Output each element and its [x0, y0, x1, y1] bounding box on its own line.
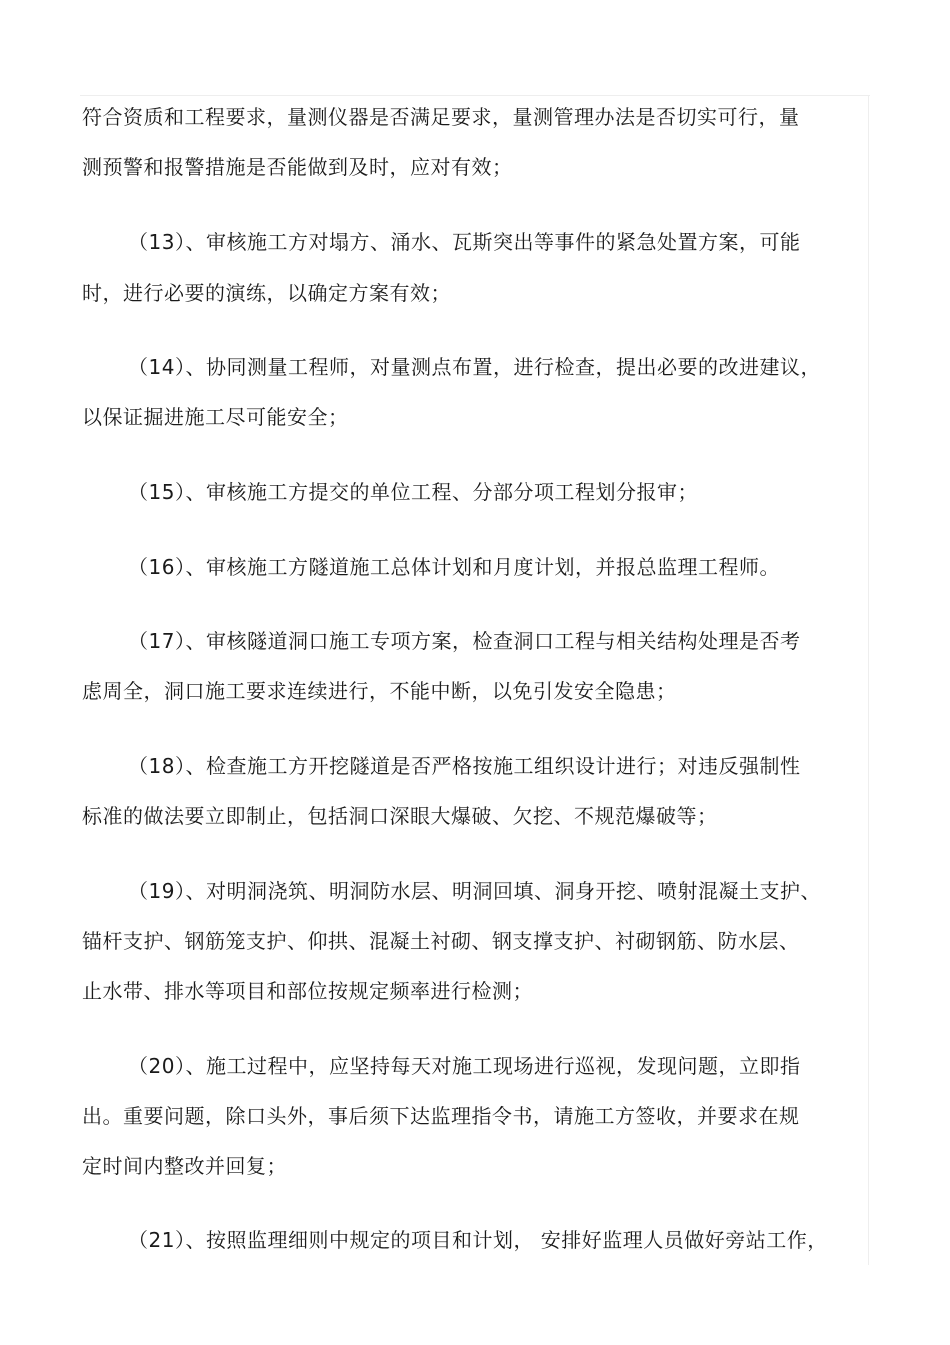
- text-line: 定时间内整改并回复；: [82, 1154, 287, 1178]
- text-line: 测预警和报警措施是否能做到及时，应对有效；: [82, 155, 513, 179]
- paragraph-17-line: （17）、审核隧道洞口施工专项方案，检查洞口工程与相关结构处理是否考: [128, 629, 801, 653]
- paragraph-21-line: （21）、按照监理细则中规定的项目和计划， 安排好监理人员做好旁站工作，: [128, 1228, 828, 1252]
- paragraph-13-line: （13）、审核施工方对塌方、涌水、瓦斯突出等事件的紧急处置方案，可能: [128, 230, 801, 254]
- page-top-border: [80, 95, 870, 96]
- text-line: 虑周全，洞口施工要求连续进行，不能中断，以免引发安全隐患；: [82, 679, 677, 703]
- text-line: 止水带、排水等项目和部位按规定频率进行检测；: [82, 979, 533, 1003]
- text-line: 以保证掘进施工尽可能安全；: [82, 405, 349, 429]
- text-line: 符合资质和工程要求，量测仪器是否满足要求，量测管理办法是否切实可行，量: [82, 105, 800, 129]
- text-line: 时，进行必要的演练，以确定方案有效；: [82, 281, 451, 305]
- text-line: 标准的做法要立即制止，包括洞口深眼大爆破、欠挖、不规范爆破等；: [82, 804, 718, 828]
- text-line: 出。重要问题，除口头外，事后须下达监理指令书，请施工方签收，并要求在规: [82, 1104, 800, 1128]
- paragraph-20-line: （20）、施工过程中，应坚持每天对施工现场进行巡视，发现问题，立即指: [128, 1054, 801, 1078]
- paragraph-19-line: （19）、对明洞浇筑、明洞防水层、明洞回填、洞身开挖、喷射混凝土支护、: [128, 879, 821, 903]
- paragraph-18-line: （18）、检查施工方开挖隧道是否严格按施工组织设计进行；对违反强制性: [128, 754, 801, 778]
- paragraph-15-line: （15）、审核施工方提交的单位工程、分部分项工程划分报审；: [128, 480, 698, 504]
- text-line: 锚杆支护、钢筋笼支护、仰拱、混凝土衬砌、钢支撑支护、衬砌钢筋、防水层、: [82, 929, 800, 953]
- page-right-border: [868, 95, 869, 1265]
- paragraph-14-line: （14）、协同测量工程师，对量测点布置，进行检查，提出必要的改进建议，: [128, 355, 821, 379]
- paragraph-16-line: （16）、审核施工方隧道施工总体计划和月度计划，并报总监理工程师。: [128, 555, 780, 579]
